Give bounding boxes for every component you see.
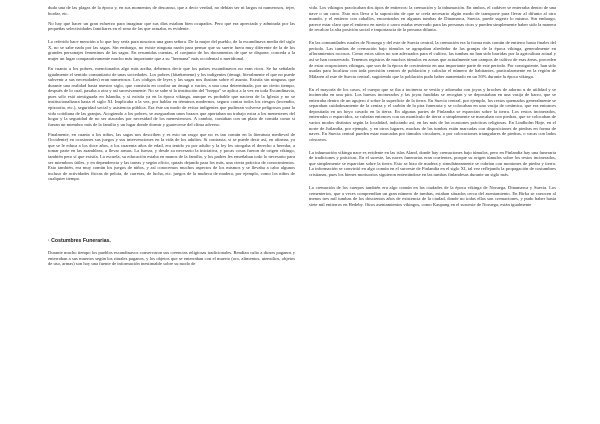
paragraph: La cremación de los cuerpos también era algo común en las ciudades de la época vikinga de Noruega, Dinamarca y Suecia. Los cementerios, que a veces comprendían un gran número de tumbas, estaban situados cerca del asentamiento. En Birka se conocen al menos tres mil tumbas de los doscientos años de existencia de la ciudad, donde no todas ellas son cremaciones, y pudo haber hasta siete mil entierros en Hedeby. Otros asentamientos vikingos, como Kaupang en el suroeste de Noruega, están igualmente: [309, 185, 556, 207]
paragraph: En el mayoría de los casos, el cuerpo que se iba a incinerar se vestía y adornaba con joyas y broches de adorno u de utilidad y se incineraba en una pira. Los huesos incinerados y las joyas fundidas se recogían y se depositaban en una vasija de barro, que se enterraba dentro de un agujero ó sobre la superficie de la tierra. En Suecia central, por ejemplo, los restos quemados generalmente se separaban cuidadosamente de la ceniza y el carbón de la pira funeraria y se colocaban en una vasija de cerámica, que era entonces depositada en un hoyo cavado en la tierra. En algunas partes de Finlandia se esparcían sobre la tierra. Los restos incinerados, enterrados o esparcidos, se cubrían entonces con un montículo de tierra o simplemente se marcaban con piedras, que se colocaban de varios modos distintos según la localidad, indicando así, en las más de las ocasiones prácticas religiosas. En Lindholm Høje, en el norte de Jutlandia, por ejemplo, y en otros lugares, muchas de las tumbas están marcadas con disposiciones de piedras en forma de naves. En Suecia central pueden estar marcadas por túmulos circulares, o por colocaciones triangulares de piedras, o vacas con lados cóncavos.: [309, 86, 556, 142]
paragraph: Lo referido hace mención a lo que hoy sería para nosotros una gran señora. De la mujer del pueblo, de la escandinava media del siglo X, no se sabe nada por las sagas. Sin embargo, no existe ninguna razón para pensar que su suerte fuera muy diferente de la de los grandes personajes femeninos de las sagas. En resumidas cuentas, el conjunto de los documentos de que se dispone, conceda a la mujer un lugar comparativamente mucho más importante que a su "hermana" más occidental o meridional.: [48, 39, 295, 62]
section-spacer: [48, 186, 295, 238]
right-column: [309, 5, 556, 424]
section-title: · Costumbres Funerarias.: [48, 238, 111, 245]
paragraph: duda una de las plagas de la época y, en sus momentos de descanso, que a decir verdad, no debían ser ni largos ni numerosos, tejer, bordar, etc.: [48, 5, 295, 16]
left-column: [48, 5, 295, 424]
paragraph: Durante mucho tiempo los pueblos escandinavos conservaron sus creencias religiosas tradicionales. Rendían culto a dioses paganos y enterraban a sus muertos según los rituales paganos, y los objetos que se enterraban con el muerto (oro, alimentos, utensilios, objetos de uso, armas) son hoy una fuente de información inestimable sobre su modo de: [48, 250, 295, 267]
paragraph: Finalmente, en cuanto a los niños, las sagas nos describen y es esto un rasgo que no es tan común en la literatura medieval de Occidente) en ocasiones sus juegos y sus intervenciones en la vida de los adultos. Si contrasta, si se puede decir así, en afirmar, ya que se le educa a los doce años, a los cuarenta años de edad, era tenido ya por adulto y la ley les otorgaba el derecho a heredar, a tomar parte en las asambleas, a llevar armas. La fuerza, y desde su necesario la iniciativa, y pocas cosas fueron de origen vikingo, también pero sí que existía. La escuela, su educación estaba en manos de la familia, y los padres les enseñaban todo lo necesario para ser miembros útiles, y en dependencia y las tareas y según oficio, quizás dejando para los más, una cierta práctica de conocimientos. Esto también, era muy común los juegos de niños, y así conocemos muchos aspectos de los mismos y se llevaba a cabo algunos incluso de actividades físicas de pelota, de carreras, de lucha, etc. juegos de la muñeca de madera, por ejemplo, como los niños de cualquier tiempo.: [48, 131, 295, 182]
paragraph: vida. Los vikingos practicaban dos tipos de entierros: la cremación y la inhumación. En ambos, el cadáver se enterraba dentro de una nave o un carro. Esto nos lleva a la suposición de que se creía necesario algún modo de transporte para llevar al difunto al otro mundo, y el entierro con caballos, encontrados en algunas tumbas de Dinamarca, Suecia, puede sugerir lo mismo. Sin embargo, parece estar claro que el entierro en navío o carro estaba reservado para las personas ricas y pueden simplemente haber sido la manera de recalcar la alta posición social e importancia de la persona difunta.: [309, 5, 556, 33]
paragraph: No hay que hacer un gran esfuerzo para imaginar que sus días estaban bien ocupados. Pero que era apreciada y admirada por las pequeñas selectividades familiares en el seno de las que actuaba, es evidente.: [48, 20, 295, 32]
paragraph: En las comunidades rurales de Noruega y del este de Suecia central, la cremación era la forma más común de entierro hasta finales del período. Las tumbas de cremación bajo túmulos se agrupaban alrededor de las granjas de la época vikinga, generalmente en afloramientos rocosos. Como estos sitios no son adecuados para el cultivo, las tumbas no han sido barridas por la agricultura actual y así se han conservado. Tenemos registros de muchos túmulos en zonas que actualmente son campos de cultivo de esas áreas, proceden de estas ocupaciones vikingas, que son de la época de crecimiento en una importante parte de este periodo. Por consiguiente, han sido usadas para localizar con toda precisión centros de población y calcular el número de habitantes, particularmente en la región de Mälaren al este de Suecia central, sugiriendo que la población pudo haber aumentado en un 50% durante la época vikinga.: [309, 40, 556, 79]
paragraph: La inhumación vikinga nace es evidente en las islas Aland, donde hay cremaciones bajo túmulos, pero en Finlandia hay una funeraria de tradiciones y prácticas. En el sureste, las naves funerarias eran corrientes, porque su origen túmulos sobre los restos incinerados, que simplemente se esparcían sobre la tierra. Esto se hizo de madera y simultáneamente se cubrían con montones de piedra y tierra. La información se convirtió en algo común en el suroeste de Finlandia en el siglo XI, tal vez reflejando la propagación de costumbres cristianas, pues los bienes mortuorios siguieron enterrándose en las tumbas finlandesas durante un siglo más.: [309, 149, 556, 177]
paragraph: En cuanto a los pobres, mencionados algo más arriba, debemos decir que los países escandinavos no eran ricos. Se ha señalado igualmente el sentido comunitario de unas sociedades. Los pobres (fátækrmenn) y los indigentes (ómagi, literalmente el que no puede subvenir a sus necesidades) eran numerosos. Los códigos de leyes y las sagas nos ilustran sobre el asunto. Existía sin ninguna, que durante una realidad hasta nuestro siglo, que consistía en confiar un ómagi o varios, a una casa determinada, por un cierto tiempo, después de lo cual, pasaba a otra y así sucesivamente. No se sabe si la institución del "hreppr" se aplica a la vez en toda Escandinavia, pues sólo está atestiguada en Islandia, y si existía ya en la época vikinga, aunque es probable que naciera de la Iglesia y no se institucionalizara hasta el siglo XI. Implicaba a la vez, por hablar en términos modernos, seguro contra todos los riesgos (incendio, epizootia, etc.), seguridad social y asistencia pública. Era éste un modo de evitar indigentes que pudieran volverse peligrosos para la vida cotidiana de las granjas. Acogiendo a los pobres, se aseguraban unos brazos que aportaban un trabajo extra a los menesteres del hogar y la seguridad de no ser atacados por necesidad de los menesterosos. A cambio, contaban con un plato de comida como si fueran un miembro más de la familia y un lugar donde dormir y guarecerse del clima adverso.: [48, 66, 295, 127]
